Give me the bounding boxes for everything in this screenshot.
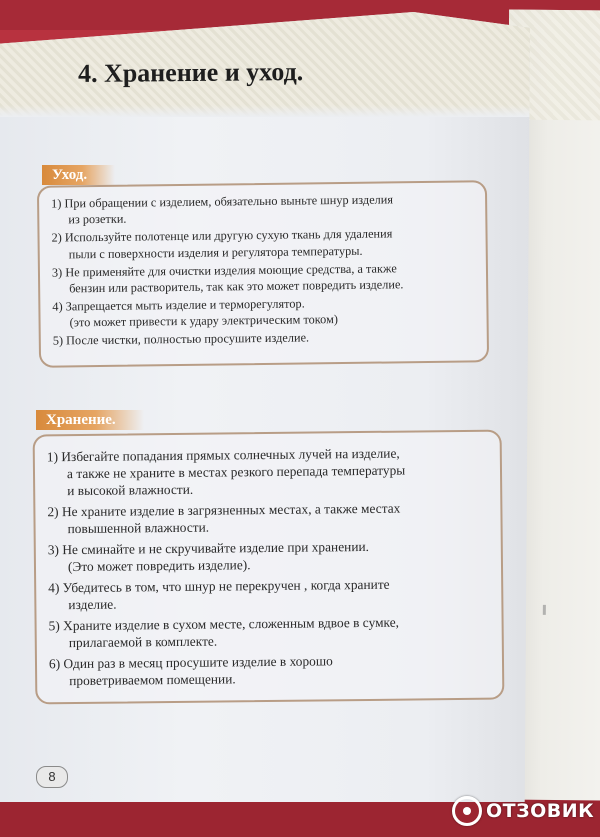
page-title: 4. Хранение и уход. [77,57,304,88]
facing-page-mark [543,605,546,615]
storage-item-line: изделие. [68,596,117,613]
storage-item-line: 3) Не сминайте и не скручивайте изделие при хранении. [47,538,370,558]
care-item-line: 5) После чистки, полностью просушите изделие. [52,330,310,348]
storage-item-line: повышенной влажности. [67,519,210,537]
care-item-line: бензин или растворитель, так как это может повредить изделие. [69,277,404,296]
care-item-line: из розетки. [68,212,127,227]
care-item [52,259,474,297]
care-item [51,190,473,228]
storage-item-line: и высокой влажности. [67,482,194,499]
storage-item-line: 1) Избегайте попадания прямых солнечных лучей на изделие, [46,445,400,465]
storage-item-line: 6) Один раз в месяц просушите изделие в хорошо [48,653,333,672]
care-heading-text: Уход. [52,167,88,183]
storage-item [48,537,489,576]
storage-item [47,499,488,538]
site-watermark [452,793,594,829]
storage-item-line: проветриваемом помещении. [69,671,236,689]
care-item-line: пыли с поверхности изделия и регулятора температуры. [68,243,363,262]
care-item [52,293,474,331]
storage-item-line: прилагаемой в комплекте. [68,633,218,651]
storage-item [49,650,490,689]
care-item [53,328,475,350]
care-box [37,180,489,367]
storage-box [33,430,505,705]
care-item-line: 2) Используйте полотенце или другую сухую ткань для удаления [51,226,393,245]
storage-item [47,444,489,500]
care-heading [42,165,115,185]
care-item-line: 4) Запрещается мыть изделие и терморегулятор. [52,296,305,314]
storage-item-line: 2) Не храните изделие в загрязненных местах, а также местах [47,500,401,520]
storage-heading [36,410,144,430]
watermark-text: ОТЗОВИК [486,800,595,822]
storage-heading-text: Хранение. [46,412,116,428]
storage-item-line: а также не храните в местах резкого перепада температуры [66,462,406,482]
storage-item-line: 4) Убедитесь в том, что шнур не перекручен , когда храните [48,576,390,596]
care-item-line: 1) При обращении с изделием, обязательно выньте шнур изделия [51,192,394,211]
care-list [39,182,487,349]
care-item-line: (это может привести к удару электрическим током) [69,312,339,330]
eye-logo-icon [452,796,482,826]
care-item-line: 3) Не применяйте для очистки изделия моющие средства, а также [51,260,397,280]
storage-item [49,613,490,652]
storage-item [48,575,489,614]
page-number: 8 [36,766,68,788]
storage-list [35,432,503,690]
care-item [51,225,473,263]
storage-item-line: 5) Храните изделие в сухом месте, сложенным вдвое в сумке, [48,614,400,634]
storage-item-line: (Это может повредить изделие). [67,557,251,575]
